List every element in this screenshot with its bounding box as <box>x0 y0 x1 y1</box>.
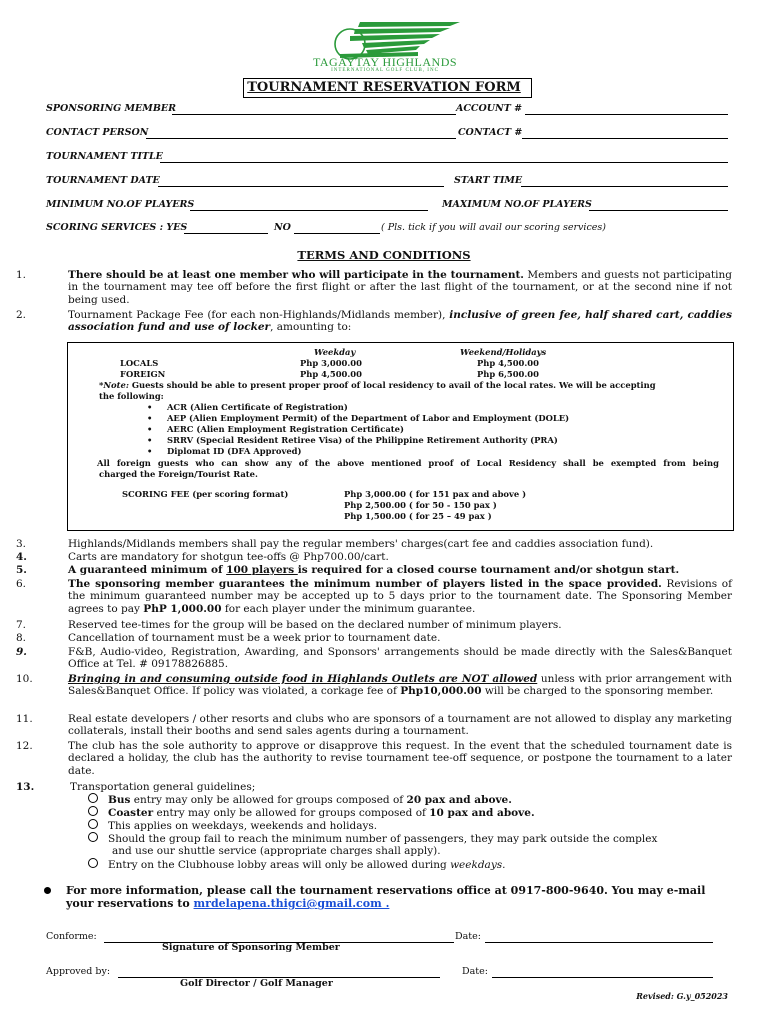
transport-lobby: Entry on the Clubhouse lobby areas will only be allowed during weekdays. <box>88 858 505 871</box>
scoring-fee-2: Php 2,500.00 ( for 50 - 150 pax ) <box>344 500 497 510</box>
scoring-fee-1: Php 3,000.00 ( for 151 pax and above ) <box>344 489 527 499</box>
tournament-title-label: TOURNAMENT TITLE <box>46 151 163 162</box>
date-label-2: Date: <box>462 966 488 977</box>
scoring-yes-field[interactable] <box>184 233 268 234</box>
note-line: *Note: Guests should be able to present proper proof of local residency to avail of the local rates. We will be accepting <box>99 380 656 390</box>
terms-title: TERMS AND CONDITIONS <box>297 248 471 262</box>
transport-bus: Bus entry may only be allowed for groups composed of 20 pax and above. <box>88 793 512 806</box>
max-players-field[interactable] <box>589 210 728 211</box>
transport-shuttle-2: and use our shuttle service (appropriate charges shall apply). <box>112 845 441 857</box>
min-players-label: MINIMUM NO.OF PLAYERS <box>46 199 195 210</box>
date-field-2[interactable] <box>492 977 713 978</box>
doc-item: • SRRV (Special Resident Retiree Visa) of the Philippine Retirement Authority (PRA) <box>147 435 558 445</box>
scoring-no-label: NO <box>274 222 291 233</box>
doc-item: • Diplomat ID (DFA Approved) <box>147 446 302 456</box>
form-title: TOURNAMENT RESERVATION FORM <box>247 80 521 95</box>
account-label: ACCOUNT # <box>456 103 523 114</box>
revision-note: Revised: G.y_052023 <box>636 991 728 1001</box>
scoring-no-field[interactable] <box>294 233 380 234</box>
contact-label: CONTACT # <box>458 127 523 138</box>
doc-item: • AEP (Alien Employment Permit) of the Department of Labor and Employment (DOLE) <box>147 413 570 423</box>
locals-weekend: Php 4,500.00 <box>477 358 539 368</box>
contact-person-field[interactable] <box>146 138 456 139</box>
locals-label: LOCALS <box>120 358 159 368</box>
weekend-header: Weekend/Holidays <box>460 347 547 357</box>
sponsoring-member-field[interactable] <box>172 114 456 115</box>
term-1: 1. There should be at least one member who will participate in the tournament. Members and guests not participating in the tournament may tee off before the first flight or after the last flight of the tournament, or at the second nine if not being used. <box>16 269 732 306</box>
scoring-note: ( Pls. tick if you will avail our scoring services) <box>381 222 606 233</box>
note-line-2: the following: <box>99 391 164 401</box>
tournament-date-label: TOURNAMENT DATE <box>46 175 160 186</box>
term-9: 9. F&B, Audio-video, Registration, Awarding, and Sponsors' arrangements should be made directly with the Sales&Banquet Office at Tel. # 09178826885. <box>16 646 732 671</box>
term-11: 11. Real estate developers / other resorts and clubs who are sponsors of a tournament are not allowed to display any marketing collaterals, install their booths and send sales agents during a tournament. <box>16 713 732 738</box>
exemption-line-2: charged the Foreign/Tourist Rate. <box>99 469 258 479</box>
logo-subtitle: INTERNATIONAL GOLF CLUB, INC <box>331 68 439 73</box>
director-caption: Golf Director / Golf Manager <box>180 978 333 989</box>
contact-person-label: CONTACT PERSON <box>46 127 149 138</box>
contact-info: For more information, please call the tournament reservations office at 0917-800-9640. You may e-mail your reservations to mrdelapena.thigci@gmail.com . <box>66 884 726 910</box>
start-time-label: START TIME <box>454 175 523 186</box>
contact-field[interactable] <box>522 138 728 139</box>
exemption-line: All foreign guests who can show any of the above mentioned proof of Local Residency shall be exempted from being <box>97 458 719 468</box>
date-label-1: Date: <box>455 931 481 942</box>
scoring-fee-3: Php 1,500.00 ( for 25 – 49 pax ) <box>344 511 492 521</box>
bullet-icon <box>44 887 51 894</box>
locals-weekday: Php 3,000.00 <box>300 358 362 368</box>
transport-coaster: Coaster entry may only be allowed for groups composed of 10 pax and above. <box>88 806 535 819</box>
min-players-field[interactable] <box>190 210 428 211</box>
date-field-1[interactable] <box>485 942 713 943</box>
transport-shuttle: Should the group fail to reach the minimum number of passengers, they may park outside the complex <box>88 832 657 845</box>
weekday-header: Weekday <box>314 347 356 357</box>
tournament-title-field[interactable] <box>160 162 728 163</box>
transport-days: This applies on weekdays, weekends and holidays. <box>88 819 377 832</box>
doc-item: • ACR (Alien Certificate of Registration) <box>147 402 348 412</box>
term-5: 5. A guaranteed minimum of 100 players is required for a closed course tournament and/or shotgun start. <box>16 564 680 576</box>
term-7: 7. Reserved tee-times for the group will be based on the declared number of minimum players. <box>16 619 562 631</box>
max-players-label: MAXIMUM NO.OF PLAYERS <box>442 199 592 210</box>
signature-caption: Signature of Sponsoring Member <box>162 942 340 953</box>
term-10: 10. Bringing in and consuming outside food in Highlands Outlets are NOT allowed unless with prior arrangement with Sales&Banquet Office. If policy was violated, a corkage fee of Php10,000.00 will be charged to the sponsoring member. <box>16 673 732 698</box>
term-12: 12. The club has the sole authority to approve or disapprove this request. In the event that the scheduled tournament date is declared a holiday, the club has the authority to revise tournament tee-off sequence, or postpone the tournament to a later date. <box>16 740 732 777</box>
tournament-date-field[interactable] <box>158 186 444 187</box>
term-6: 6. The sponsoring member guarantees the minimum number of players listed in the space provided. Revisions of the minimum guaranteed number may be accepted up to 5 days prior to the tournament date. The Sponsoring Member agrees to pay PhP 1,000.00 for each player under the minimum guarantee. <box>16 578 733 615</box>
scoring-fee-label: SCORING FEE (per scoring format) <box>122 489 289 499</box>
term-2: 2. Tournament Package Fee (for each non-Highlands/Midlands member), inclusive of green fee, half shared cart, caddies association fund and use of locker, amounting to: <box>16 309 732 334</box>
start-time-field[interactable] <box>521 186 728 187</box>
foreign-weekday: Php 4,500.00 <box>300 369 362 379</box>
logo-name: TAGAYTAY HIGHLANDS <box>312 55 458 69</box>
sponsoring-member-label: SPONSORING MEMBER <box>46 103 176 114</box>
email-link[interactable]: mrdelapena.thigci@gmail.com . <box>193 897 390 910</box>
approved-label: Approved by: <box>46 966 111 977</box>
foreign-label: FOREIGN <box>120 369 166 379</box>
scoring-yes-label: SCORING SERVICES : YES <box>46 222 188 233</box>
term-4: 4. Carts are mandatory for shotgun tee-offs @ Php700.00/cart. <box>16 551 389 563</box>
term-3: 3. Highlands/Midlands members shall pay the regular members' charges(cart fee and caddies association fund). <box>16 538 654 550</box>
foreign-weekend: Php 6,500.00 <box>477 369 539 379</box>
conforme-label: Conforme: <box>46 931 97 942</box>
term-8: 8. Cancellation of tournament must be a week prior to tournament date. <box>16 632 441 644</box>
term-13: 13. Transportation general guidelines; <box>16 781 256 793</box>
doc-item: • AERC (Alien Employment Registration Certificate) <box>147 424 404 434</box>
account-field[interactable] <box>525 114 728 115</box>
